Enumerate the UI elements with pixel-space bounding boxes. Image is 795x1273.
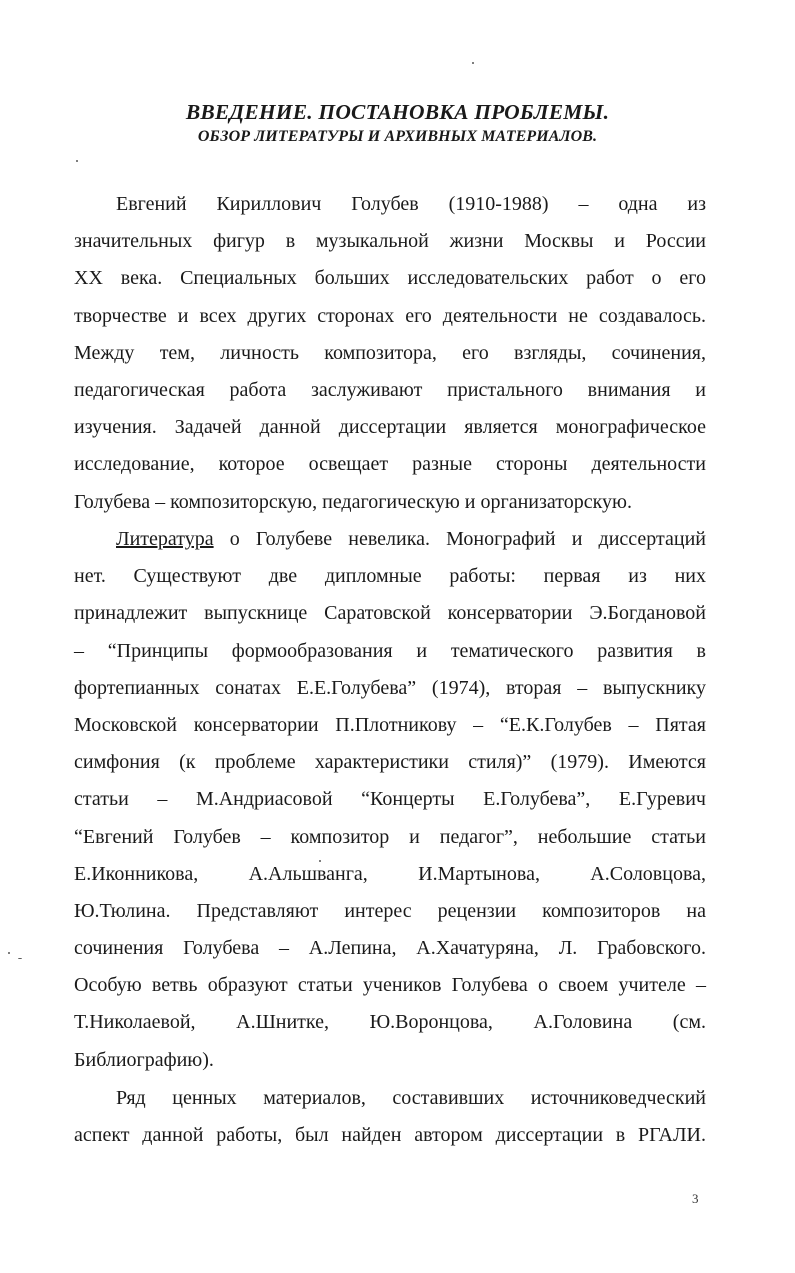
text-line: Особую ветвь образуют статьи учеников Голубева о своем учителе –: [74, 974, 706, 997]
text-line: исследование, которое освещает разные стороны деятельности: [74, 453, 706, 476]
scan-speck: [76, 160, 78, 162]
text-line: Е.Иконникова, А.Альшванга, И.Мартынова, А.Соловцова,: [74, 862, 706, 885]
paragraph-intro: [74, 186, 706, 521]
paragraph-archives: [74, 1080, 706, 1154]
text-line: творчестве и всех других сторонах его деятельности не создавалось.: [74, 304, 706, 327]
text-line: сочинения Голубева – А.Лепина, А.Хачатуряна, Л. Грабовского.: [74, 937, 706, 960]
text-line: педагогическая работа заслуживают пристального внимания и: [74, 378, 706, 401]
text-line: статьи – М.Андриасовой “Концерты Е.Голубева”, Е.Гуревич: [74, 788, 706, 811]
text-line: “Евгений Голубев – композитор и педагог”, небольшие статьи: [74, 825, 706, 848]
text-line: принадлежит выпускнице Саратовской консерватории Э.Богдановой: [74, 602, 706, 625]
text-line: – “Принципы формообразования и тематического развития в: [74, 639, 706, 662]
text-line: Евгений Кириллович Голубев (1910-1988) – одна из: [116, 193, 706, 215]
text-line: Московской консерватории П.Плотникову – “Е.К.Голубев – Пятая: [74, 713, 706, 736]
scan-speck: [18, 958, 22, 959]
text-line: Библиографию).: [74, 1048, 214, 1071]
text-line: нет. Существуют две дипломные работы: первая из них: [74, 565, 706, 588]
text-line: аспект данной работы, был найден автором диссертации в РГАЛИ.: [74, 1124, 706, 1147]
text-line: изучения. Задачей данной диссертации является монографическое: [74, 416, 706, 439]
text-line: Ряд ценных материалов, составивших источниковедческий: [116, 1087, 706, 1109]
text-line: [74, 521, 706, 558]
chapter-subtitle: ОБЗОР ЛИТЕРАТУРЫ И АРХИВНЫХ МАТЕРИАЛОВ.: [197, 128, 598, 145]
text-line: значительных фигур в музыкальной жизни Москвы и России: [74, 230, 706, 253]
text-line: Ю.Тюлина. Представляют интерес рецензии композиторов на: [74, 899, 706, 922]
scan-speck: [8, 952, 10, 954]
scan-speck: [319, 860, 321, 862]
text-line: симфония (к проблеме характеристики стиля)” (1979). Имеются: [74, 751, 706, 774]
chapter-title: ВВЕДЕНИЕ. ПОСТАНОВКА ПРОБЛЕМЫ.: [185, 100, 610, 124]
underlined-term: Литература: [116, 528, 214, 550]
paragraph-literature: [74, 521, 706, 1079]
text-line: Т.Николаевой, А.Шнитке, Ю.Воронцова, А.Головина (см.: [74, 1011, 706, 1034]
text-line: фортепианных сонатах Е.Е.Голубева” (1974), вторая – выпускнику: [74, 676, 706, 699]
text-line: Между тем, личность композитора, его взгляды, сочинения,: [74, 341, 706, 364]
page-number: 3: [692, 1191, 699, 1206]
text-line-rest: о Голубеве невелика. Монографий и диссертаций: [213, 528, 706, 550]
text-line: Голубева – композиторскую, педагогическую и организаторскую.: [74, 490, 632, 513]
scan-speck: [472, 62, 474, 64]
text-line: XX века. Специальных больших исследовательских работ о его: [74, 267, 706, 290]
